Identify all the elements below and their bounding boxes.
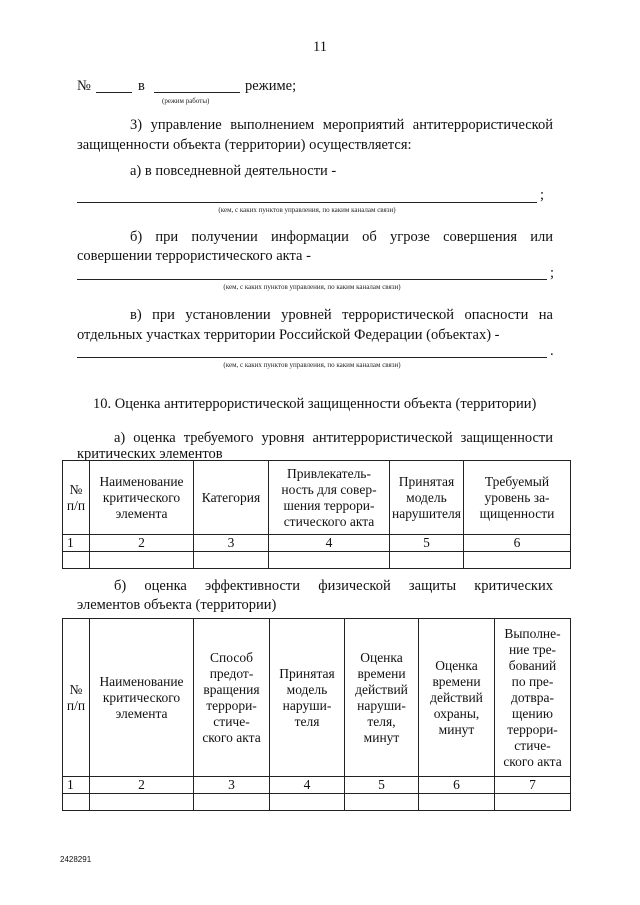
item3-c-blank xyxy=(77,357,547,358)
table1-empty-cell xyxy=(194,552,269,569)
table2-header-guard-time: Оценка времени действий охраны, минут xyxy=(419,619,495,777)
item3-c-line2: отдельных участках территории Российской Федерации (объектах) - xyxy=(77,327,500,343)
table1-empty-cell xyxy=(269,552,390,569)
mode-label: режиме; xyxy=(245,78,297,94)
item3-c-line1: в) при установлении уровней террористической опасности на xyxy=(130,307,553,323)
section10-title: 10. Оценка антитеррористической защищенности объекта (территории) xyxy=(93,396,537,412)
number-blank xyxy=(96,92,132,93)
table2-num-cell: 5 xyxy=(345,777,419,794)
table2-num-cell: 4 xyxy=(270,777,345,794)
number-sign: № xyxy=(77,78,91,94)
table1-empty-cell xyxy=(63,552,90,569)
in-label: в xyxy=(138,78,145,94)
page-number: 11 xyxy=(313,39,327,55)
table1-empty-cell xyxy=(90,552,194,569)
item3-b-note: (кем, с каких пунктов управления, по каким каналам связи) xyxy=(223,283,401,291)
item3-b-line1: б) при получении информации об угрозе совершения или xyxy=(130,229,553,245)
table2-header-name: Наименование критического элемента xyxy=(90,619,194,777)
item3-b-blank xyxy=(77,279,547,280)
footer-code: 2428291 xyxy=(60,855,92,864)
table2-empty-cell xyxy=(270,794,345,811)
section10-a-line2: критических элементов xyxy=(77,446,223,462)
table2-header-requirements: Выполне- ние тре- бований по пре- дотвра- щению террори- стиче- ского акта xyxy=(495,619,571,777)
table1-empty-cell xyxy=(464,552,571,569)
table1-header-num: № п/п xyxy=(63,461,90,535)
table2-num-cell: 6 xyxy=(419,777,495,794)
table2-num-cell: 7 xyxy=(495,777,571,794)
item3-line2: защищенности объекта (территории) осуществляется: xyxy=(77,137,412,153)
table2-empty-cell xyxy=(63,794,90,811)
item3-b-line2: совершении террористического акта - xyxy=(77,248,311,264)
table1-num-cell: 1 xyxy=(63,535,90,552)
item3-a: а) в повседневной деятельности - xyxy=(130,163,337,179)
item3-a-note: (кем, с каких пунктов управления, по каким каналам связи) xyxy=(218,206,396,214)
table-physical-protection xyxy=(62,618,571,811)
table2-empty-row xyxy=(63,794,571,811)
table1-num-cell: 2 xyxy=(90,535,194,552)
item3-a-end: ; xyxy=(540,187,545,203)
table1-empty-row xyxy=(63,552,571,569)
table2-empty-cell xyxy=(345,794,419,811)
table2-empty-cell xyxy=(419,794,495,811)
table1-header-name: Наименование критического элемента xyxy=(90,461,194,535)
item3-b-end: ; xyxy=(550,265,555,281)
table2-header-intruder-time: Оценка времени действий наруши- теля, минут xyxy=(345,619,419,777)
item3-line1: 3) управление выполнением мероприятий антитеррористической xyxy=(130,117,553,133)
table2-num-cell: 2 xyxy=(90,777,194,794)
table1-header-row xyxy=(63,461,571,535)
section10-b-line1: б) оценка эффективности физической защиты критических xyxy=(114,578,553,594)
table2-num-cell: 1 xyxy=(63,777,90,794)
table2-header-model: Принятая модель наруши- теля xyxy=(270,619,345,777)
table1-header-model: Принятая модель нарушителя xyxy=(390,461,464,535)
table2-header-num: № п/п xyxy=(63,619,90,777)
table2-num-cell: 3 xyxy=(194,777,270,794)
table2-header-method: Способ предот- вращения террори- стиче- ского акта xyxy=(194,619,270,777)
table1-num-cell: 3 xyxy=(194,535,269,552)
table2-header-row xyxy=(63,619,571,777)
table1-num-cell: 4 xyxy=(269,535,390,552)
table1-number-row xyxy=(63,535,571,552)
table2-empty-cell xyxy=(194,794,270,811)
table1-header-category: Категория xyxy=(194,461,269,535)
table1-empty-cell xyxy=(390,552,464,569)
table1-header-level: Требуемый уровень за- щищенности xyxy=(464,461,571,535)
table1-num-cell: 5 xyxy=(390,535,464,552)
mode-note: (режим работы) xyxy=(162,97,210,105)
section10-a-line1: а) оценка требуемого уровня антитеррористической защищенности xyxy=(114,430,553,446)
table2-number-row xyxy=(63,777,571,794)
table2-empty-cell xyxy=(495,794,571,811)
item3-c-end: . xyxy=(550,343,554,359)
table1-num-cell: 6 xyxy=(464,535,571,552)
item3-a-blank xyxy=(77,202,537,203)
table2-empty-cell xyxy=(90,794,194,811)
table1-header-attractiveness: Привлекатель- ность для совер- шения террори- стического акта xyxy=(269,461,390,535)
item3-c-note: (кем, с каких пунктов управления, по каким каналам связи) xyxy=(223,361,401,369)
mode-blank xyxy=(154,92,240,93)
section10-b-line2: элементов объекта (территории) xyxy=(77,597,277,613)
table-critical-elements-level xyxy=(62,460,571,569)
